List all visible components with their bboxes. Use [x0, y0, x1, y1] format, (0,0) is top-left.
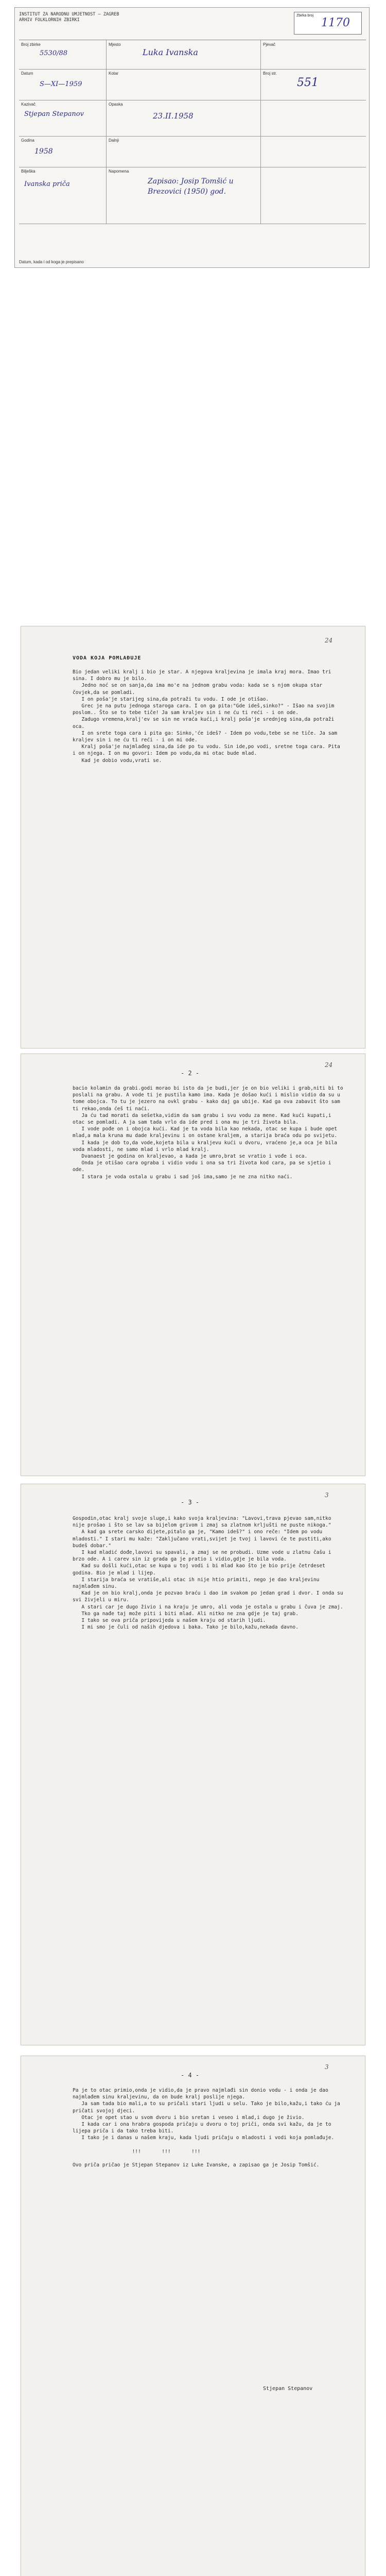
- field-value: 5530/88: [40, 49, 68, 57]
- card-cell: [107, 69, 261, 100]
- field-label: Kazivač: [21, 102, 36, 107]
- field-label: Broj zbirke: [21, 42, 41, 47]
- field-label: Godina: [21, 138, 34, 143]
- collection-number-box: [294, 12, 362, 35]
- card-cell: [261, 100, 366, 136]
- card-cell: [19, 40, 107, 69]
- card-cell: [19, 136, 107, 167]
- card-header: [19, 12, 119, 23]
- field-value: 1958: [34, 147, 53, 156]
- card-row: [19, 136, 366, 167]
- page-mark: 3: [325, 2063, 329, 2071]
- field-value: Stjepan Stepanov: [24, 110, 84, 118]
- field-value: Luka Ivanska: [143, 47, 198, 57]
- field-value: S—XI—1959: [40, 80, 82, 88]
- card-cell: [261, 69, 366, 100]
- collection-number-label: Zbirka broj: [296, 14, 314, 18]
- page-text: Bio jedan veliki kralj i bio je star. A njegova kraljevina je imala kraj mora. Imao tri sina. I dobro mu je bilo. Jedno noć se on sanja,da ima mo'e na jednom grabu voda: kada se s njom okupa star čovjek,da se pomladi. I on poša'je starijeg sina,da potraži tu vodu. I ode je otišao. Grec je na putu jednoga staroga cara. I on ga pita:"Gde ideš,sinko?" - Išao na svojim poslom.. Što se to tebe tiče! Ja sam kraljev sin i ne ću ti reći - i on ode. Zadugo vremena,kralj'ev se sin ne vraća kući,i kralj poša'je srednjeg sina,da potraži oca. I on srete toga cara i pita ga: Sinko,'će ideš? - Idem po vodu,tebe se ne tiče. Ja sam kraljev sin i ne ću ti reći - i on mi ode. Kralj poša'je najmlađeg sina,da ide po tu vodu. Sin ide,po vodi, sretne toga cara. Pita i on njega. I on mu govori: Idem po vodu,da mi otac bude mlad. Kad je dobio vodu,vrati se.: [73, 669, 340, 764]
- page-number: - 4 -: [181, 2072, 200, 2079]
- card-cell: [19, 100, 107, 136]
- field-value: 551: [297, 76, 319, 89]
- field-label: Opaska: [109, 102, 123, 107]
- field-label: Napomena: [109, 169, 129, 174]
- page-number: - 2 -: [181, 1070, 200, 1077]
- page-mark: 3: [325, 1492, 329, 1499]
- page-text: bacio kolamin da grabi.godi morao bi isto da je budi,jer je on bio veliki i grab,niti bi to poslali na grabu. A vode ti je pustila kamo ima. Kada je došao kući i mislio vidio da su u tome obojca. To tu je jezero na ovkl grabu - kako daj ga ubije. Kad ga ova zabavit što sam ti rekao,onda ćeš ti naći. Ja ću tad morati da sešetka,vidim da sam grabu i svu vodu za mene. Kad kući kupati,i otac se pomladi. A ja sam tada vrlo da ide pred i ona mu je tri života bila. I vode pođe on i obojca kući. Kad je ta voda bila kao nekada, otac se kupa i bude opet mlad,a mala kruna mu dade kraljevinu i on ostane kraljem, a starija braća odu po svijetu. I kada je dob to,da vode,kojeta bila u kraljevu kući u dvoru, vraćeno je,a oca je bila voda mladosti, ne samo mlad i vrlo mlad kralj. Dvanaest je godina on kraljevao, a kada je umro,brat se vratio i vođe i oca. Onda je otišao cara ograba i vidio vodu i ona sa tri života kod cara, pa se sjetio i ode. I stara je voda ostala u grabu i sad još ima,samo je ne zna nitko naći.: [73, 1086, 343, 1180]
- archive-name: ARHIV FOLKLORNIH ZBIRKI: [19, 18, 80, 23]
- card-cell: [107, 100, 261, 136]
- page-number: - 3 -: [181, 1499, 200, 1506]
- card-row: [19, 100, 366, 137]
- typescript-page-3: [21, 1484, 365, 2045]
- typescript-page-4: [21, 2056, 365, 2576]
- field-label: Kotar: [109, 71, 119, 76]
- story-title: VODA KOJA POMLAĐUJE: [73, 655, 142, 661]
- field-label: Dalnji: [109, 138, 119, 143]
- page-text: Gospodin,otac kralj svoje sluge,i kako svoja kraljevina: "Lavovi,trava pjevao sam,nitko nije prošao i što se lav sa bijelom grivom i zmaj sa zlatnom krljušti ne puste nikoga." A kad ga srete carsko dijete,pitalo ga je, "Kamo ideš?" i ono reče: "Idem po vodu mladosti." I stari mu kaže: "Zaključano vrati,svijet je tvoj i lavovi će te pustiti,ako budeš dobar." I kad mladić dođe,lavovi su spavali, a zmaj se ne probudi. Uzme vode u zlatnu čašu i brzo ode. A i carev sin iz grada ga je pratio i vidio,gdje je bila voda. Kad su došli kući,otac se kupa u toj vodi i bi mlad kao što je bio prije četrdeset godina. Bio je mlad i lijep. I starija braća se vratiše,ali otac ih nije htio primiti, nego je dao kraljevinu najmlađem sinu. Kad je on bio kralj,onda je pozvao braću i dao im svakom po jedan grad i dvor. I onda su svi živjeli u miru. A stari car je dugo živio i na kraju je umro, ali voda je ostala u grabu i čuva je zmaj. Tko ga nađe taj može piti i biti mlad. Ali nitko ne zna gdje je taj grab. I tako se ova priča pripovijeda u našem kraju od starih ljudi. I mi smo je čuli od naših djedova i baka. Tako je bilo,kažu,nekada davno.: [73, 1516, 343, 1631]
- field-label: Pjevač: [263, 42, 276, 47]
- card-cell: [261, 136, 366, 167]
- field-value: Ivanska priča: [24, 180, 70, 188]
- archive-card: [14, 7, 370, 268]
- card-row: [19, 40, 366, 70]
- typescript-page-2: [21, 1054, 365, 1476]
- card-cell: [107, 167, 261, 224]
- field-label: Bilješka: [21, 169, 36, 174]
- page-mark: 24: [325, 637, 333, 644]
- card-cell: [107, 136, 261, 167]
- field-value: 23.II.1958: [153, 111, 194, 121]
- card-row: [19, 69, 366, 100]
- card-cell: [19, 69, 107, 100]
- page-text: Pa je to otac primio,onda je vidio,da je pravo najmlađi sin donio vodu - i onda je dao najmlađem sinu kraljevinu, da on bude kralj poslije njega. Ja sam tada bio mali,a to su pričali stari ljudi u selu. Tako je bilo,kažu,i tako ću ja pričati svojoj djeci. Otac je opet stao u svom dvoru i bio sretan i veseo i mlad,i dugo je živio. I kada car i ona hrabra gospoda pričaju u dvoru o toj priči, onda svi kažu, da je to lijepa priča i da tako treba biti. I tako je i danas u našem kraju, kada ljudi pričaju o mladosti i vodi koja pomlađuje. !!! !!! !!! Ovo priča pričao je Stjepan Stepanov iz Luke Ivanske, a zapisao ga je Josip Tomšić.: [73, 2088, 340, 2168]
- card-cell: [19, 167, 107, 224]
- field-value: Zapisao: Josip Tomšić u Brezovici (1950) god.: [148, 177, 234, 196]
- card-footer: Datum, kada i od koga je prepisano: [19, 260, 84, 264]
- typescript-page-1: [21, 626, 365, 1048]
- collection-number: 1170: [321, 16, 350, 29]
- field-label: Datum: [21, 71, 33, 76]
- field-label: Mjesto: [109, 42, 121, 47]
- card-cell: [107, 40, 261, 69]
- card-row: [19, 167, 366, 224]
- card-cell: [261, 167, 366, 224]
- card-cell: [261, 40, 366, 69]
- page-mark: 24: [325, 1061, 333, 1069]
- field-label: Broj str.: [263, 71, 277, 76]
- institute-name: INSTITUT ZA NARODNU UMJETNOST — ZAGREB: [19, 12, 119, 17]
- signature: Stjepan Stepanov: [263, 2386, 313, 2392]
